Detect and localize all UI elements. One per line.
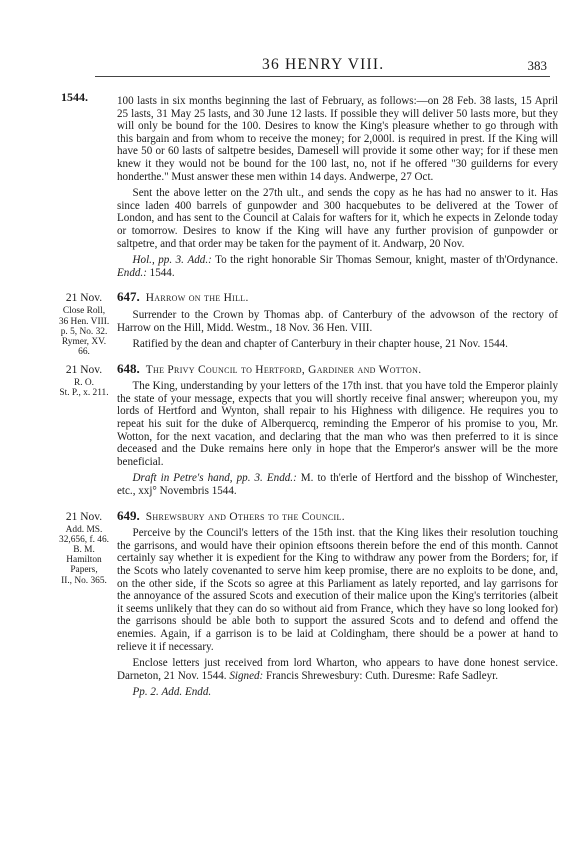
- header-rule: [95, 76, 550, 77]
- continuation-paragraph: 100 lasts in six months beginning the last of February, as follows:—on 28 Feb. 38 lasts, 15 April 25 lasts, 31 May 25 lasts, and 30 June 12 lasts. If possible they will deliver 50 lasts more, but they will only be bound for the 100. Desires to know the King's pleasure whether to go through with this bargain and from whom to receive the money; for 2,000l. is required in prest. If the King will have 50 or 60 lasts of saltpetre besides, Damesell will provide it some other way; for if these men knew it they would not be bound for the 100 last, no, not if he offered "30 guilderns for every honderthe." Must answer these men within 14 days. Andwerpe, 27 Oct.: [117, 95, 558, 183]
- entry-number: 648.: [117, 360, 140, 376]
- entry-date: 21 Nov.: [65, 510, 103, 523]
- note-draft: Draft in Petre's hand, pp. 3.: [132, 472, 263, 485]
- signed-label: Signed:: [229, 669, 264, 682]
- page-body: [58, 95, 558, 705]
- source-ref: Hamilton: [66, 555, 102, 566]
- entry-649: [59, 507, 558, 699]
- source-ref: II., No. 365.: [61, 575, 107, 586]
- source-ref: Rymer, XV.: [61, 336, 107, 347]
- note-endd: Endd.:: [266, 472, 297, 485]
- endorsement-note: [117, 472, 558, 497]
- entry-paragraph: Perceive by the Council's letters of the 15th inst. that the King likes their resolution touching the garrisons, and would have their opinion eftsoons therein before the end of this month. Cannot certainly say whether it is expedient for the King to withdraw any power from the Borders; for, if the Scots who lately covenanted to serve him keep promise, there are no exploits to be done, and, on the other side, if the Scots so agree at this Parliament as lately reported, and lay garrisons for the annoyance of the assured Scots and execution of their malice upon the King's territories (albeit it seems unlikely that they can do so without aid from France, which they have so long looked for) the garrisons should be able both to support the assured Scots and to defend and offend the enemies. Again, if a garrison is to be laid at Coldingham, there should be a power at hand to relieve it if necessary.: [117, 527, 558, 653]
- source-ref: B. M.: [73, 545, 95, 556]
- margin-reference: [57, 511, 111, 586]
- endorsement-note: [117, 686, 558, 699]
- entry-heading: [117, 291, 558, 305]
- entry-number: 647.: [117, 289, 140, 305]
- entry-title: Shrewsbury and Others to the Council.: [145, 510, 345, 523]
- note-add: Add.:: [187, 254, 212, 267]
- endorsement-note: [117, 254, 558, 279]
- note-text: M. to th'erle of Hertford and the bisshop of Winchester, etc., xxj° Novembris 1544.: [117, 472, 558, 498]
- page-header: [0, 0, 567, 80]
- source-ref: Add. MS.: [65, 524, 103, 535]
- note-text: 1544.: [146, 266, 175, 279]
- source-ref: p. 5, No. 32.: [60, 326, 108, 337]
- entry-647: [58, 289, 558, 358]
- continuation-paragraph: Sent the above letter on the 27th ult., and sends the copy as he has had no answer to it. Has since laden 400 barrels of gunpowder and 300 hacquebutes to be delivered at the Tower of London, and has sent to the Council at Calais for wafters for it, which he expects in Zelonde today or tomorrow. Desires to know if the King will have any further provision of gunpowder or saltpetre, and that order may be taken for the payment of it. Andwarp, 20 Nov.: [117, 187, 558, 250]
- running-title: 36 HENRY VIII.: [262, 56, 385, 73]
- note-pages: Pp. 2.: [132, 686, 159, 699]
- source-ref: 32,656, f. 46.: [59, 534, 109, 545]
- paragraph-text: Enclose letters just received from lord Wharton, who appears to have done honest service. Darneton, 21 Nov. 1544.: [117, 657, 558, 682]
- signatories: Francis Shrewesbury: Cuth. Duresme: Rafe Sadleyr.: [263, 669, 499, 682]
- entry-paragraph: The King, understanding by your letters of the 17th inst. that you have told the Emperor plainly the state of your message, expects that you will shortly receive final answer; whereupon you, my lords of Hertford and Wynton, shall repair to his Highness with diligence. He requires you to repeat his suit for the duke of Alberquercq, reminding the Emperor of his promise to you, Mr. Wotton, for the next vacation, and declaring that the man who was then preferred to it is since deceased and the Duke remains here only in hope that the Emperor's answer will be the more beneficial.: [117, 380, 558, 468]
- source-ref: 36 Hen. VIII.: [58, 316, 110, 327]
- margin-reference: [57, 292, 111, 357]
- entry-paragraph: Surrender to the Crown by Thomas abp. of Canterbury of the advowson of the rectory of Harrow on the Hill, Midd. Westm., 18 Nov. 36 Hen. VIII.: [117, 308, 558, 334]
- source-ref: St. P., x. 211.: [59, 387, 109, 398]
- entry-date: 21 Nov.: [65, 292, 103, 305]
- entry-date: 21 Nov.: [65, 363, 103, 376]
- note-text: To the right honorable Sir Thomas Semour, knight, master of th'Ordynance.: [211, 254, 558, 267]
- entry-title: The Privy Council to Hertford, Gardiner and Wotton.: [145, 363, 422, 376]
- note-hol: Hol., pp. 3.: [132, 254, 184, 267]
- note-endd: Endd.: [184, 686, 212, 699]
- margin-year: 1544.: [61, 90, 88, 104]
- page-number: 383: [527, 58, 547, 73]
- source-ref: Close Roll,: [62, 306, 106, 317]
- source-ref: 66.: [78, 347, 90, 358]
- entry-paragraph: [117, 657, 558, 682]
- source-ref: Papers,: [70, 565, 98, 576]
- note-endd: Endd.:: [117, 266, 147, 279]
- note-add: Add.: [161, 686, 183, 699]
- entry-number: 649.: [117, 507, 140, 523]
- entry-heading: [117, 360, 558, 377]
- entry-648: [59, 360, 558, 498]
- entry-heading: [117, 507, 558, 524]
- entry-title: Harrow on the Hill.: [145, 292, 249, 305]
- entry-paragraph: Ratified by the dean and chapter of Canterbury in their chapter house, 21 Nov. 1544.: [132, 338, 508, 351]
- source-ref: R. O.: [73, 377, 95, 388]
- margin-reference: [57, 364, 111, 398]
